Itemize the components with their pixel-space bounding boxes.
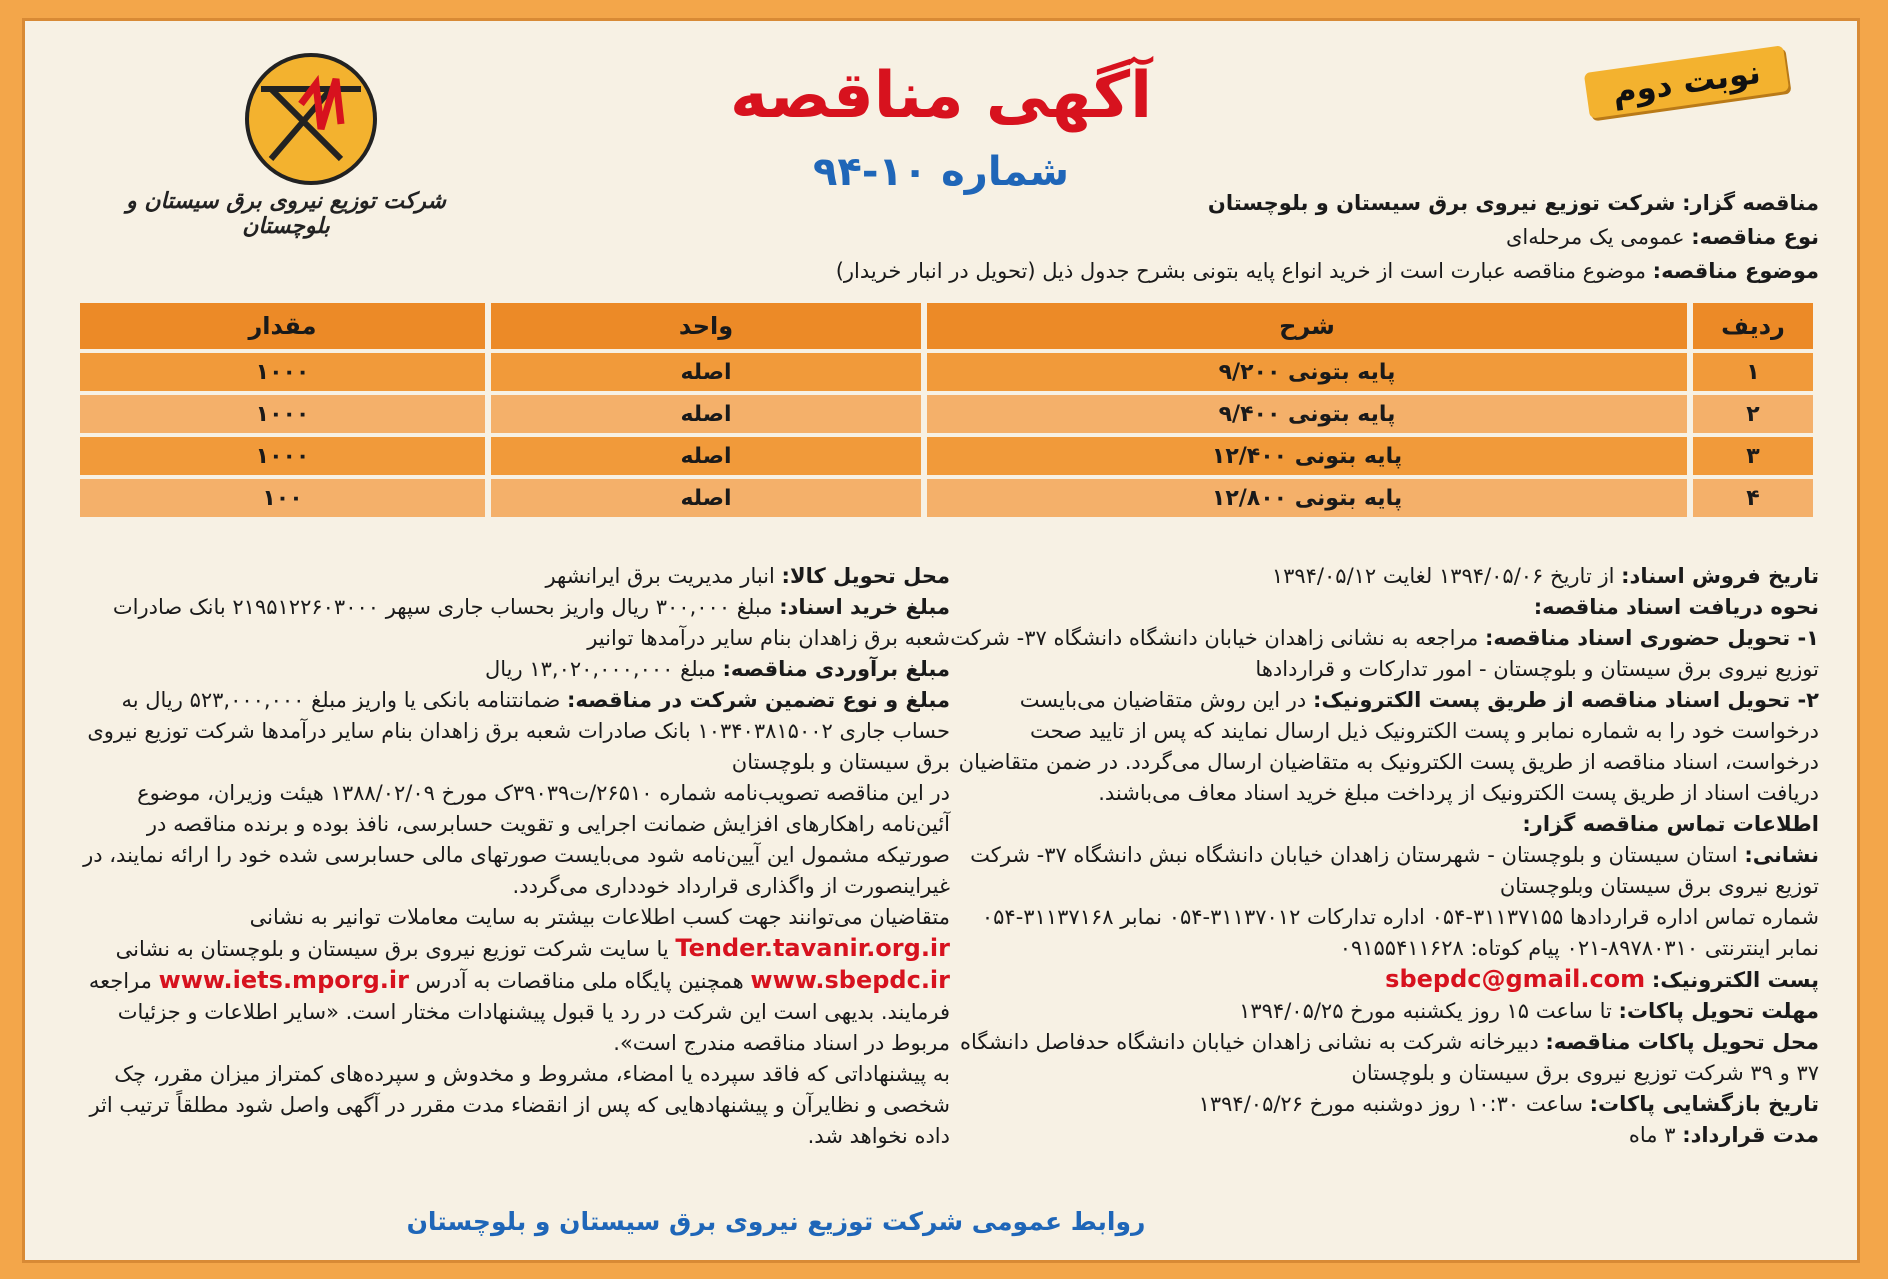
sale-date-value: از تاریخ ۱۳۹۴/۰۵/۰۶ لغایت ۱۳۹۴/۰۵/۱۲ bbox=[1271, 564, 1615, 588]
table-row bbox=[80, 437, 1813, 475]
electronic-text: در این روش متقاضیان می‌بایست درخواست خود را به شماره نمابر و پست الکترونیک ذیل ارسال نمایند که پس از تایید صحت درخواست، اسناد مناقصه از طریق پست الکترونیک به متقاضیان ارسال می‌گردد. در ضمن متقاضیان دریافت اسناد از طریق پست الکترونیک از پرداخت مبلغ خرید اسناد معاف می‌باشند. bbox=[958, 688, 1819, 805]
opening-date-label: تاریخ بازگشایی پاکات: bbox=[1589, 1092, 1819, 1116]
opening-date-value: ساعت ۱۰:۳۰ روز دوشنبه مورخ ۱۳۹۴/۰۵/۲۶ bbox=[1198, 1092, 1583, 1116]
rejection-note: به پیشنهاداتی که فاقد سپرده یا امضاء، مشروط و مخدوش و سپرده‌های کمتراز میزان مقرر، چک شخصی و نظایرآن و پیشنهادهایی که پس از انقضاء مدت مقرر در آگهی واصل شود مطلقاً ترتیب اثر داده نخواهد شد. bbox=[89, 1062, 950, 1148]
right-column bbox=[939, 561, 1819, 1151]
regulation-note: در این مناقصه تصویب‌نامه شماره ۲۶۵۱۰/ت۳۹۰۳۹ک مورخ ۱۳۸۸/۰۲/۰۹ هیئت وزیران، موضوع آئین‌نامه راهکارهای افزایش ضمانت اجرایی و تقویت حسابرسی، نافذ بوده و برنده مناقصه در صورتیکه مشمول این آیین‌نامه شود می‌بایست صورتهای مالی حسابرسی شده خود را ارائه نمایند، در غیراینصورت از واگذاری قرارداد خودداری می‌گردد. bbox=[83, 781, 950, 898]
contract-duration-label: مدت قرارداد: bbox=[1682, 1123, 1819, 1147]
row-number: ۳ bbox=[1693, 437, 1813, 475]
organizer-label: مناقصه گزار: bbox=[1682, 191, 1819, 215]
item-quantity: ۱۰۰۰ bbox=[80, 395, 485, 433]
in-person-label: ۱- تحویل حضوری اسناد مناقصه: bbox=[1484, 626, 1819, 650]
receipt-method-heading: نحوه دریافت اسناد مناقصه: bbox=[1533, 595, 1819, 619]
guarantee-value: ضمانتنامه بانکی یا واریز مبلغ ۵۲۳,۰۰۰,۰۰۰ ریال به حساب جاری ۱۰۳۴۰۳۸۱۵۰۰۲ بانک صادرات شعبه برق زاهدان بنام سایر درآمدها شرکت توزیع نیروی برق سیستان و بلوچستان bbox=[87, 688, 950, 774]
contract-duration-value: ۳ ماه bbox=[1628, 1123, 1676, 1147]
phone-numbers: شماره تماس اداره قراردادها ۳۱۱۳۷۱۵۵-۰۵۴ اداره تدارکات ۳۱۱۳۷۰۱۲-۰۵۴ نمابر ۳۱۱۳۷۱۶۸-۰۵۴ نمابر اینترنتی ۸۹۷۸۰۳۱۰-۰۲۱ پیام کوتاه: ۰۹۱۵۵۴۱۱۶۲۸ bbox=[981, 905, 1819, 960]
item-unit: اصله bbox=[491, 479, 921, 517]
deadline-label: مهلت تحویل پاکات: bbox=[1618, 999, 1819, 1023]
footer-signature: روابط عمومی شرکت توزیع نیروی برق سیستان و بلوچستان bbox=[406, 1207, 1146, 1236]
organizer-value: شرکت توزیع نیروی برق سیستان و بلوچستان bbox=[1207, 191, 1676, 215]
deadline-value: تا ساعت ۱۵ روز یکشنبه مورخ ۱۳۹۴/۰۵/۲۵ bbox=[1239, 999, 1612, 1023]
item-description: پایه بتونی ۹/۴۰۰ bbox=[927, 395, 1687, 433]
website-mid: یا سایت شرکت توزیع نیروی برق سیستان و بلوچستان به نشانی bbox=[115, 937, 669, 961]
col-quantity-header: مقدار bbox=[80, 303, 485, 349]
table-row bbox=[80, 395, 1813, 433]
iets-link[interactable]: www.iets.mporg.ir bbox=[158, 966, 409, 994]
email-label: پست الکترونیک: bbox=[1651, 968, 1819, 992]
item-quantity: ۱۰۰۰ bbox=[80, 353, 485, 391]
goods-delivery-value: انبار مدیریت برق ایرانشهر bbox=[545, 564, 775, 588]
item-description: پایه بتونی ۱۲/۸۰۰ bbox=[927, 479, 1687, 517]
tender-type-label: نوع مناقصه: bbox=[1691, 225, 1819, 249]
tavanir-link[interactable]: Tender.tavanir.org.ir bbox=[675, 934, 950, 962]
website-intro: متقاضیان می‌توانند جهت کسب اطلاعات بیشتر به سایت معاملات توانیر به نشانی bbox=[249, 905, 950, 929]
delivery-place-label: محل تحویل پاکات مناقصه: bbox=[1545, 1030, 1819, 1054]
item-description: پایه بتونی ۱۲/۴۰۰ bbox=[927, 437, 1687, 475]
electronic-label: ۲- تحویل اسناد مناقصه از طریق پست الکترونیک: bbox=[1312, 688, 1819, 712]
guarantee-label: مبلغ و نوع تضمین شرکت در مناقصه: bbox=[567, 688, 950, 712]
item-unit: اصله bbox=[491, 437, 921, 475]
tender-notice bbox=[22, 18, 1860, 1263]
subject-label: موضوع مناقصه: bbox=[1652, 259, 1819, 283]
logo-caption: شرکت توزیع نیروی برق سیستان و بلوچستان bbox=[126, 189, 446, 239]
page-title: آگهی مناقصه bbox=[730, 59, 1152, 133]
item-unit: اصله bbox=[491, 395, 921, 433]
row-number: ۲ bbox=[1693, 395, 1813, 433]
address-value: استان سیستان و بلوچستان - شهرستان زاهدان خیابان دانشگاه نبش دانشگاه ۳۷- شرکت توزیع نیروی برق سیستان وبلوچستان bbox=[970, 843, 1819, 898]
items-table bbox=[74, 299, 1819, 521]
notice-round-badge: نوبت دوم bbox=[1584, 45, 1789, 119]
website-outro: مراجعه فرمایند. بدیهی است این شرکت در رد یا قبول پیشنهادات مختار است. «سایر اطلاعات و جزئیات مربوط در اسناد مناقصه مندرج است». bbox=[88, 969, 950, 1055]
document-price-label: مبلغ خرید اسناد: bbox=[779, 595, 950, 619]
address-label: نشانی: bbox=[1744, 843, 1819, 867]
tender-type-value: عمومی یک مرحله‌ای bbox=[1506, 225, 1685, 249]
col-row-header: ردیف bbox=[1693, 303, 1813, 349]
row-number: ۱ bbox=[1693, 353, 1813, 391]
goods-delivery-label: محل تحویل کالا: bbox=[781, 564, 950, 588]
col-unit-header: واحد bbox=[491, 303, 921, 349]
website-mid2: همچنین پایگاه ملی مناقصات به آدرس bbox=[415, 969, 744, 993]
item-quantity: ۱۰۰۰ bbox=[80, 437, 485, 475]
left-column bbox=[80, 561, 950, 1152]
delivery-place-value: دبیرخانه شرکت به نشانی زاهدان خیابان دانشگاه حدفاصل دانشگاه ۳۷ و ۳۹ شرکت توزیع نیروی برق سیستان و بلوچستان bbox=[960, 1030, 1819, 1085]
estimate-label: مبلغ برآوردی مناقصه: bbox=[722, 657, 950, 681]
table-row bbox=[80, 353, 1813, 391]
table-header-row bbox=[80, 303, 1813, 349]
row-number: ۴ bbox=[1693, 479, 1813, 517]
subject-value: موضوع مناقصه عبارت است از خرید انواع پایه بتونی بشرح جدول ذیل (تحویل در انبار خریدار) bbox=[835, 259, 1646, 283]
item-quantity: ۱۰۰ bbox=[80, 479, 485, 517]
estimate-value: مبلغ ۱۳,۰۲۰,۰۰۰,۰۰۰ ریال bbox=[485, 657, 716, 681]
document-price-value: مبلغ ۳۰۰,۰۰۰ ریال واریز بحساب جاری سپهر ۲۱۹۵۱۲۲۶۰۳۰۰۰ بانک صادرات شعبه برق زاهدان بنام سایر درآمدها توانیر bbox=[112, 595, 950, 650]
sbepdc-link[interactable]: www.sbepdc.ir bbox=[750, 966, 950, 994]
item-unit: اصله bbox=[491, 353, 921, 391]
tender-info bbox=[619, 186, 1819, 288]
email-address[interactable]: sbepdc@gmail.com bbox=[1385, 965, 1646, 993]
tender-number: شماره ۱۰-۹۴ bbox=[812, 149, 1069, 195]
in-person-text: مراجعه به نشانی زاهدان خیابان دانشگاه دانشگاه ۳۷- شرکت توزیع نیروی برق سیستان و بلوچستان - امور تدارکات و قراردادها bbox=[950, 626, 1819, 681]
col-description-header: شرح bbox=[927, 303, 1687, 349]
contact-heading: اطلاعات تماس مناقصه گزار: bbox=[1522, 812, 1819, 836]
table-row bbox=[80, 479, 1813, 517]
sale-date-label: تاریخ فروش اسناد: bbox=[1621, 564, 1819, 588]
item-description: پایه بتونی ۹/۲۰۰ bbox=[927, 353, 1687, 391]
